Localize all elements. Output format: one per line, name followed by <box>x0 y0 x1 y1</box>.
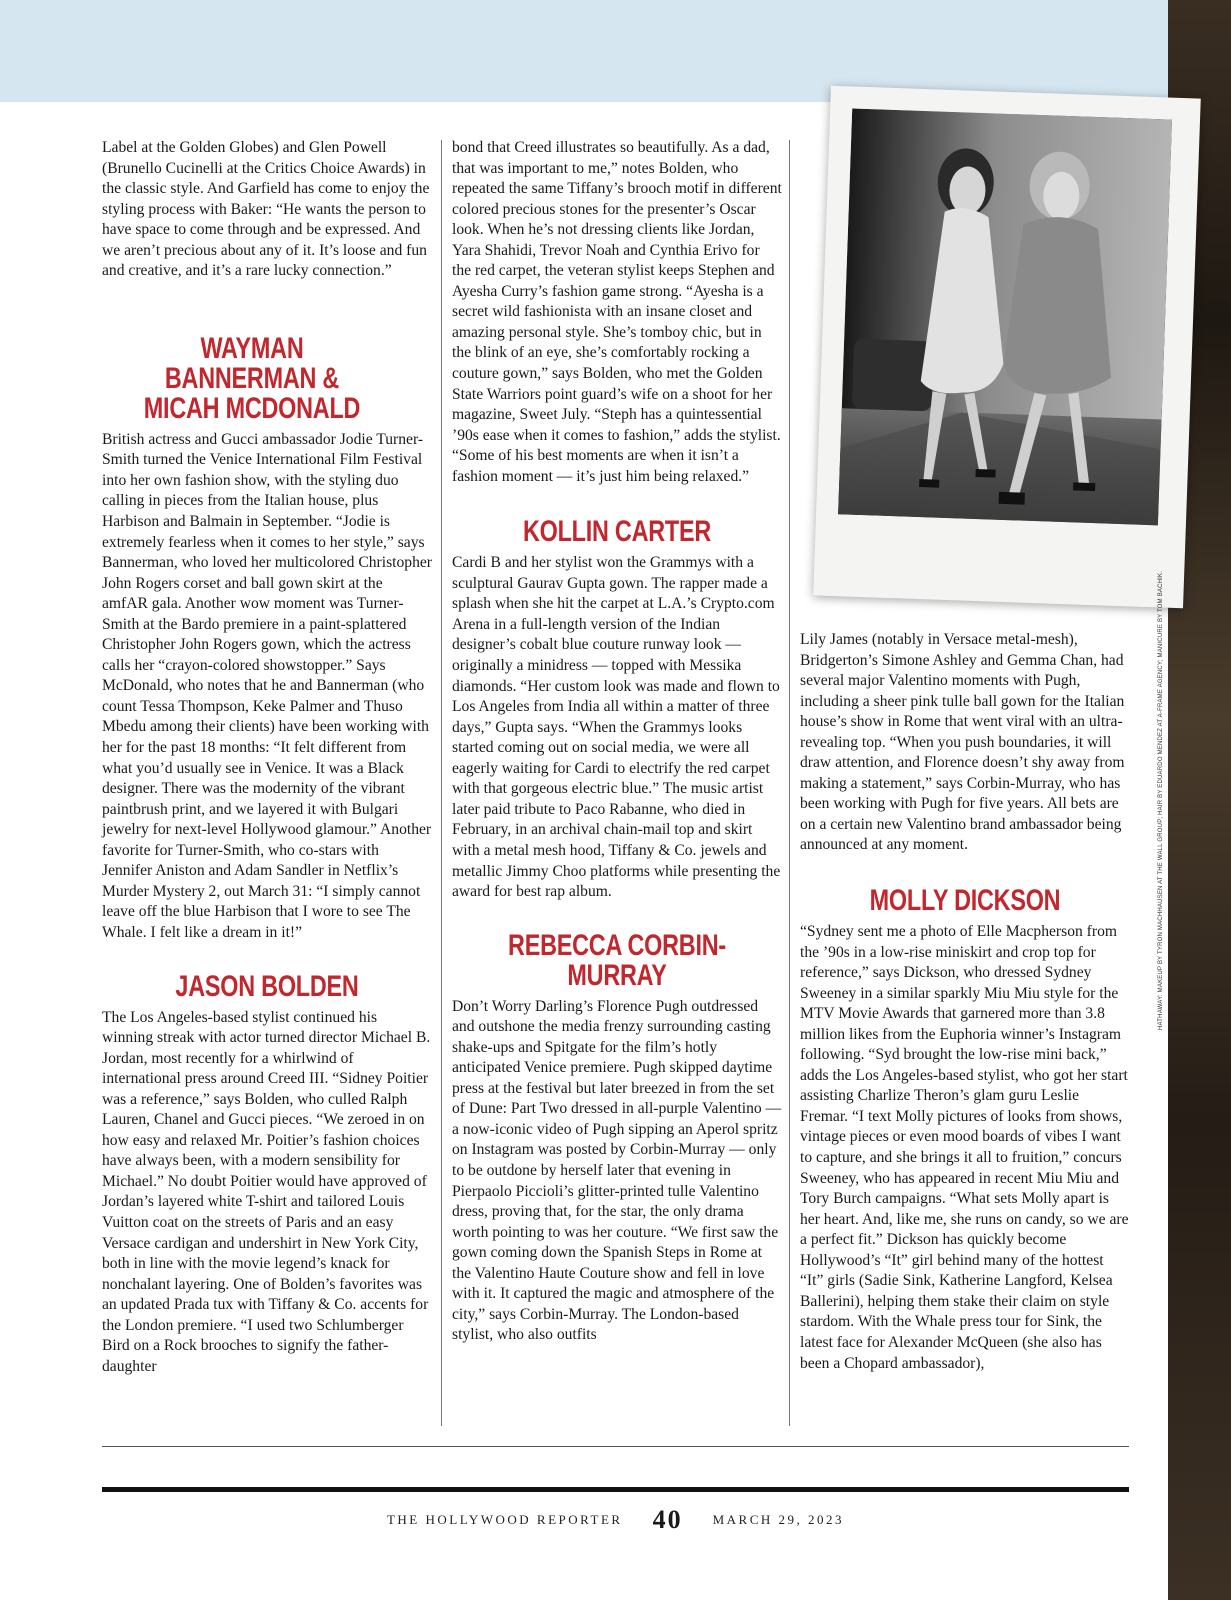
column-1 <box>102 138 432 1377</box>
bottom-divider-thin <box>102 1446 1129 1447</box>
footer-publication: THE HOLLYWOOD REPORTER <box>386 1512 623 1527</box>
page-footer <box>102 1505 1129 1535</box>
col1-paragraph-1: Label at the Golden Globes) and Glen Powell (Brunello Cucinelli at the Critics Choice Awards) in the classic style. And Garfield has come to enjoy the styling process with Baker: “He wants the person to have space to come through and be expressed. And we aren’t precious about any of it. It’s loose and fun and creative, and it’s a rare lucky connection.” <box>102 139 430 280</box>
col1-paragraph-2: British actress and Gucci ambassador Jodie Turner-Smith turned the Venice International Film Festival into her own fashion show, with the styling duo calling in pieces from the Italian house, plus Harbison and Balmain in September. “Jodie is extremely fearless when it comes to her style,” says Bannerman, who loved her multicolored Christopher John Rogers corset and ball gown skirt at the amfAR gala. Another wow moment was Turner-Smith at the Bardo premiere in a paint-splattered Christopher John Rogers gown, which the actress calls her “crayon-colored showstopper.” Says McDonald, who notes that he and Bannerman (who count Tessa Thompson, Keke Palmer and Thuso Mbedu among their clients) have been working with her for the past 18 months: “It felt different from what you’d usually see in Venice. It was a Black designer. There was the modernity of the vibrant paintbrush print, and we layered it with Bulgari jewelry for next-level Hollywood glamour.” Another favorite for Turner-Smith, who co-stars with Jennifer Aniston and Adam Sandler in Netflix’s Murder Mystery 2, out March 31: “I simply cannot leave off the blue Harbison that I wore to see The Whale. I felt like a dream in it!” <box>102 430 432 941</box>
column-divider-2 <box>789 140 790 1426</box>
footer-date: MARCH 29, 2023 <box>712 1512 845 1527</box>
col3-paragraph-2: “Sydney sent me a photo of Elle Macpherson from the ’90s in a low-rise miniskirt and crop top for reference,” says Dickson, who dressed Sydney Sweeney in a similar sparkly Miu Miu style for the MTV Movie Awards that garnered more than 3.8 million likes from the Euphoria winner’s Instagram following. “Syd brought the low-rise mini back,” adds the Los Angeles-based stylist, who got her start assisting Charlize Theron’s glam guru Leslie Fremar. “I text Molly pictures of looks from shows, vintage pieces or even mood boards of vibes I want to capture, and she brings it all to fruition,” concurs Sweeney, who has appeared in recent Miu Miu and Tory Burch campaigns. “What sets Molly apart is her heart. And, like me, she runs on candy, so we are a perfect fit.” Dickson has quickly become Hollywood’s “It” girl behind many of the hottest “It” girls (Sadie Sink, Katherine Langford, Kelsea Ballerini), helping them stake their claim on style stardom. With the Whale press tour for Sink, the latest face for Alexander McQueen (she also has been a Chopard ambassador), <box>800 923 1129 1372</box>
headline-rebecca-corbin-murray: REBECCA CORBIN-MURRAY <box>508 928 726 992</box>
page-number: 40 <box>652 1505 683 1534</box>
column-2 <box>452 138 782 1346</box>
column-divider-1 <box>441 140 442 1426</box>
photo-credit: HATHAWAY: MAKEUP BY TYRON MACHHAUSEN AT THE WALL GROUP; HAIR BY EDUARDO MENDEZ AT A-FRAME AGENCY; MANICURE BY TOM BACHIK. <box>1158 570 1164 1030</box>
col1-paragraph-3: The Los Angeles-based stylist continued his winning streak with actor turned director Michael B. Jordan, most recently for a whirlwind of international press around Creed III. “Sidney Poitier was a reference,” says Bolden, who culled Ralph Lauren, Chanel and Gucci pieces. “We zeroed in on how easy and relaxed Mr. Poitier’s fashion choices have always been, with a modern sensibility for Michael.” No doubt Poitier would have approved of Jordan’s layered white T-shirt and tailored Louis Vuitton coat on the streets of Paris and an easy Versace cardigan and undershirt in New York City, both in line with the movie legend’s knack for nonchalant layering. One of Bolden’s favorites was an updated Prada tux with Tiffany & Co. accents for the London premiere. “I used two Schlumberger Bird on a Rock brooches to signify the father-daughter <box>102 1008 431 1375</box>
col2-paragraph-1: bond that Creed illustrates so beautifully. As a dad, that was important to me,” notes Bolden, who repeated the same Tiffany’s brooch motif in different colored precious stones for the presenter’s Oscar look. When he’s not dressing clients like Jordan, Yara Shahidi, Trevor Noah and Cynthia Erivo for the red carpet, the veteran stylist keeps Stephen and Ayesha Curry’s fashion game strong. “Ayesha is a secret wild fashionista with an insane closet and amazing personal style. She’s tomboy chic, but in the blink of an eye, she’s comfortably rocking a couture gown,” says Bolden, who met the Golden State Warriors point guard’s wife on a shoot for her magazine, Sweet July. “Steph has a quintessential ’90s ease when it comes to fashion,” adds the stylist. “Some of his best moments are when it isn’t a fashion moment — it’s just him being relaxed.” <box>452 139 782 485</box>
top-color-band <box>0 0 1168 102</box>
bottom-divider-thick <box>102 1487 1129 1492</box>
polaroid-photo-frame <box>813 86 1201 609</box>
photo-illustration <box>838 108 1172 525</box>
headline-jason-bolden: JASON BOLDEN <box>175 969 359 1003</box>
col2-paragraph-3: Don’t Worry Darling’s Florence Pugh outdressed and outshone the media frenzy surrounding casting shake-ups and Spitgate for the film’s hotly anticipated Venice premiere. Pugh skipped daytime press at the festival but later breezed in from the set of Dune: Part Two dressed in all-purple Valentino — a now-iconic video of Pugh sipping an Aperol spritz on Instagram was posted by Corbin-Murray — only to be outdone by herself later that evening in Pierpaolo Piccioli’s glitter-printed tulle Valentino dress, proving that, for the star, the only drama worth pointing to was her couture. “We first saw the gown coming down the Spanish Steps in Rome at the Valentino Haute Couture show and fell in love with it. It captured the magic and atmosphere of the city,” says Corbin-Murray. The London-based stylist, who also outfits <box>452 997 782 1344</box>
col2-paragraph-2: Cardi B and her stylist won the Grammys with a sculptural Gaurav Gupta gown. The rapper made a splash when she hit the carpet at L.A.’s Crypto.com Arena in a full-length version of the Indian designer’s cobalt blue couture runway look — originally a minidress — topped with Messika diamonds. “Her custom look was made and flown to Los Angeles from India all within a matter of three days,” Gupta says. “When the Grammys looks started coming out on social media, we were all eagerly waiting for Cardi to electrify the red carpet with that gorgeous electric blue.” The music artist later paid tribute to Paco Rabanne, who died in February, in an archival chain-mail top and skirt with a metal mesh hood, Tiffany & Co. jewels and metallic Jimmy Choo platforms while presenting the award for best rap album. <box>452 554 781 901</box>
column-3 <box>800 630 1130 1374</box>
headline-molly-dickson: MOLLY DICKSON <box>869 884 1061 918</box>
headline-bannerman-mcdonald: WAYMAN BANNERMAN & MICAH MCDONALD <box>143 331 361 425</box>
headline-kollin-carter: KOLLIN CARTER <box>522 515 712 549</box>
black-and-white-photo <box>838 108 1172 525</box>
col3-paragraph-1: Lily James (notably in Versace metal-mesh), Bridgerton’s Simone Ashley and Gemma Chan, had several major Valentino moments with Pugh, including a sheer pink tulle ball gown for the Italian house’s show in Rome that went viral with an ultra-revealing top. “When you push boundaries, it will draw attention, and Florence doesn’t shy away from making a statement,” says Corbin-Murray, who has been working with Pugh for five years. All bets are on a certain new Valentino brand ambassador being announced at any moment. <box>800 631 1125 854</box>
